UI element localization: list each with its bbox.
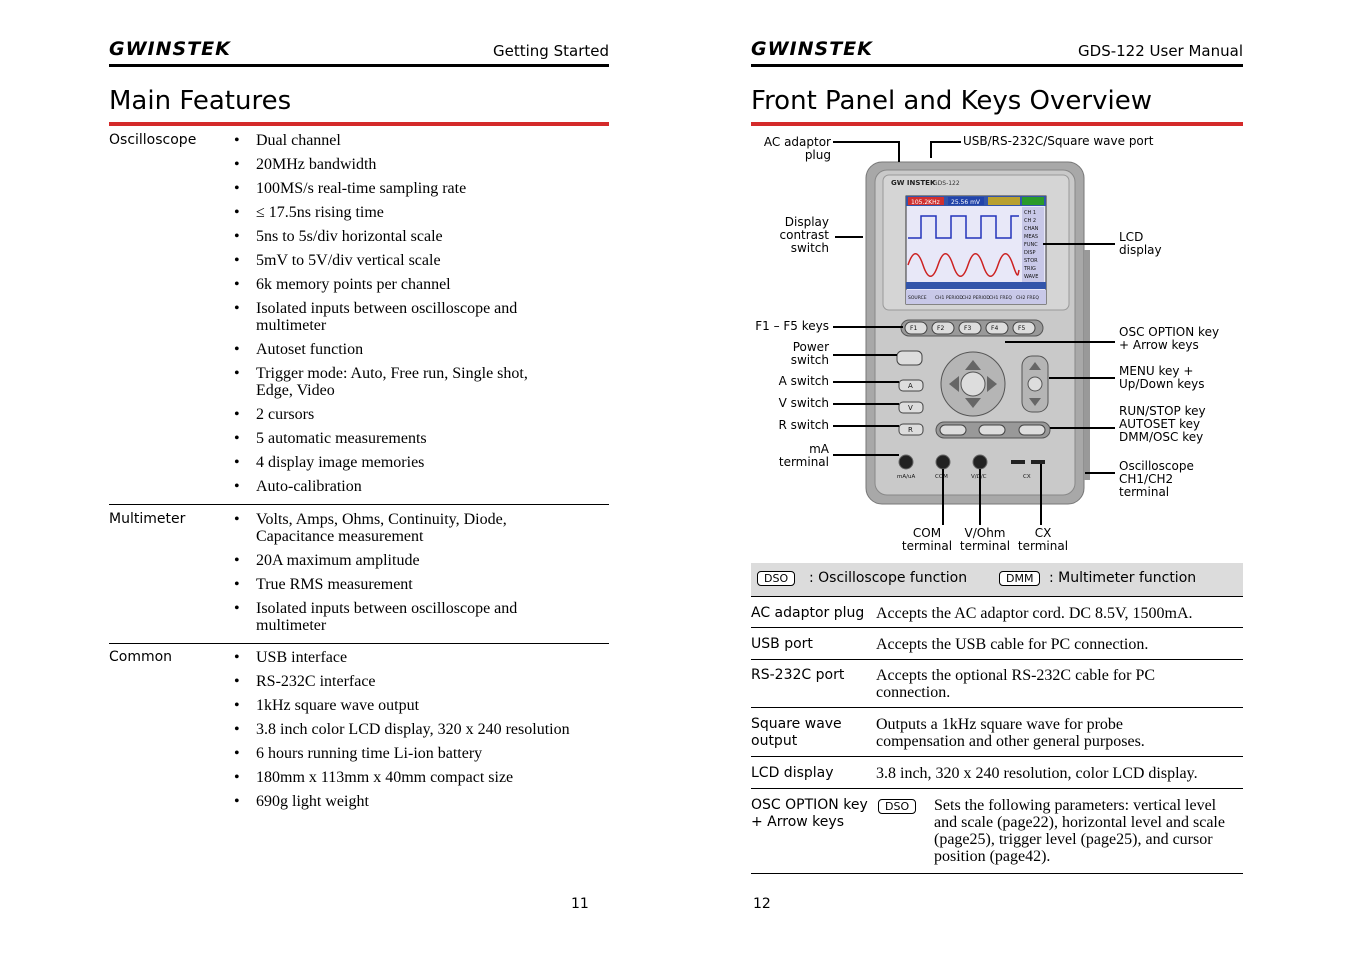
page-number: 12 [753, 896, 771, 912]
list-item: • 180mm x 113mm x 40mm compact size [234, 769, 609, 786]
section-divider [109, 504, 609, 505]
left-page [109, 0, 609, 954]
svg-text:CH 1: CH 1 [1024, 210, 1037, 216]
svg-text:FUNC: FUNC [1024, 242, 1038, 248]
callout-lcd: LCD display [1119, 230, 1162, 257]
callout-ac-adaptor: AC adaptor plug [763, 135, 831, 162]
callout-osc-terminal: Oscilloscope CH1/CH2 terminal [1119, 459, 1194, 499]
list-item: • Dual channel [234, 132, 609, 149]
svg-text:CH1 PERIOD: CH1 PERIOD [935, 296, 963, 301]
list-item: • 5ns to 5s/div horizontal scale [234, 228, 609, 245]
callout-menu: MENU key + Up/Down keys [1119, 364, 1205, 391]
svg-text:V/Ω/C: V/Ω/C [971, 474, 987, 480]
list-item: • 690g light weight [234, 793, 609, 810]
callout-f-keys: F1 – F5 keys [755, 319, 829, 333]
title-rule [109, 122, 609, 126]
list-item: • 20MHz bandwidth [234, 156, 609, 173]
function-legend [751, 563, 1243, 596]
svg-text:CH 2: CH 2 [1024, 218, 1037, 224]
list-item: • USB interface [234, 649, 609, 666]
list-item: • 1kHz square wave output [234, 697, 609, 714]
svg-text:SOURCE: SOURCE [908, 296, 927, 301]
feature-list [234, 132, 609, 502]
dmm-legend-text: : Multimeter function [1049, 570, 1197, 586]
list-item: • Auto-calibration [234, 478, 609, 495]
list-item: • Isolated inputs between oscilloscope and multimeter [234, 300, 566, 334]
page-title: Main Features [109, 86, 292, 116]
callout-power: Power switch [790, 340, 829, 367]
list-item: • True RMS measurement [234, 576, 609, 593]
svg-text:WAVE: WAVE [1024, 274, 1039, 280]
list-item: • 5mV to 5V/div vertical scale [234, 252, 609, 269]
right-page [751, 0, 1243, 954]
device-model: GDS-122 [933, 180, 960, 187]
feature-category: Common [109, 649, 173, 665]
svg-text:MEAS: MEAS [1024, 234, 1039, 240]
svg-text:105.2KHz: 105.2KHz [911, 199, 940, 206]
svg-text:25.56 mV: 25.56 mV [951, 199, 981, 206]
dso-badge: DSO [757, 571, 795, 586]
svg-text:V: V [908, 404, 913, 412]
callout-a-switch: A switch [778, 374, 829, 388]
list-item: • 4 display image memories [234, 454, 609, 471]
table-row: AC adaptor plug Accepts the AC adaptor cord. DC 8.5V, 1500mA. [751, 596, 1243, 628]
svg-text:STOR: STOR [1024, 258, 1038, 264]
page-title: Front Panel and Keys Overview [751, 86, 1152, 116]
svg-text:mA/uA: mA/uA [897, 474, 916, 480]
svg-text:F5: F5 [1018, 325, 1026, 332]
table-row: OSC OPTION key + Arrow keys DSO Sets the following parameters: vertical level and scale (page22), horizontal level and scale (page25), trigger level (page25), and cursor position (page42). [751, 788, 1243, 874]
list-item: • 2 cursors [234, 406, 609, 423]
svg-text:DISP: DISP [1024, 250, 1036, 256]
running-head: Getting Started [493, 42, 609, 60]
callout-com: COM terminal [901, 526, 953, 553]
device-brand: GW INSTEK [891, 179, 936, 187]
list-item: • Isolated inputs between oscilloscope and multimeter [234, 600, 566, 634]
feature-category: Multimeter [109, 511, 186, 527]
header-rule [109, 64, 609, 67]
svg-text:COM: COM [935, 474, 948, 480]
title-rule [751, 122, 1243, 126]
page-number: 11 [571, 896, 589, 912]
feature-category: Oscilloscope [109, 132, 197, 148]
callout-r-switch: R switch [778, 418, 829, 432]
svg-text:TRIG: TRIG [1024, 266, 1036, 272]
svg-text:F3: F3 [964, 325, 972, 332]
callout-usb-port: USB/RS-232C/Square wave port [963, 134, 1154, 148]
dso-badge: DSO [878, 799, 916, 814]
svg-text:CHAN: CHAN [1024, 226, 1039, 232]
list-item: • 6k memory points per channel [234, 276, 609, 293]
list-item: • 6 hours running time Li-ion battery [234, 745, 609, 762]
section-divider [109, 643, 609, 644]
callout-run-stop: RUN/STOP key AUTOSET key DMM/OSC key [1119, 404, 1206, 444]
list-item: • 20A maximum amplitude [234, 552, 609, 569]
list-item: • Trigger mode: Auto, Free run, Single shot, Edge, Video [234, 365, 566, 399]
svg-text:F1: F1 [910, 325, 918, 332]
running-head: GDS-122 User Manual [1078, 42, 1243, 60]
callout-display-contrast: Display contrast switch [779, 215, 829, 255]
callout-v-switch: V switch [778, 396, 829, 410]
svg-text:CH2 PERIOD: CH2 PERIOD [962, 296, 990, 301]
list-item: • Volts, Amps, Ohms, Continuity, Diode, Capacitance measurement [234, 511, 566, 545]
table-row: USB port Accepts the USB cable for PC connection. [751, 627, 1243, 660]
list-item: • 5 automatic measurements [234, 430, 609, 447]
feature-list [234, 511, 609, 641]
list-item: • ≤ 17.5ns rising time [234, 204, 609, 221]
brand-logo: GWINSTEK [109, 38, 231, 60]
callout-vohm: V/Ohm terminal [959, 526, 1011, 553]
svg-text:R: R [908, 426, 913, 434]
svg-text:A: A [908, 382, 913, 390]
power-button [897, 351, 922, 365]
list-item: • Autoset function [234, 341, 609, 358]
svg-text:CH2 FREQ: CH2 FREQ [1016, 296, 1039, 301]
svg-text:F4: F4 [991, 325, 999, 332]
brand-logo: GWINSTEK [751, 38, 873, 60]
table-row: LCD display 3.8 inch, 320 x 240 resolution, color LCD display. [751, 756, 1243, 789]
callout-osc-option: OSC OPTION key + Arrow keys [1119, 325, 1220, 352]
table-row: RS-232C port Accepts the optional RS-232C cable for PC connection. [751, 659, 1243, 708]
dmm-badge: DMM [999, 571, 1040, 586]
list-item: • 100MS/s real-time sampling rate [234, 180, 609, 197]
callout-ma-terminal: mA terminal [778, 442, 829, 469]
feature-list [234, 649, 609, 817]
svg-text:CX: CX [1023, 474, 1031, 480]
table-row: Square wave output Outputs a 1kHz square wave for probe compensation and other general purposes. [751, 707, 1243, 757]
list-item: • 3.8 inch color LCD display, 320 x 240 resolution [234, 721, 609, 738]
header-rule [751, 64, 1243, 67]
front-panel-diagram [751, 130, 1243, 560]
list-item: • RS-232C interface [234, 673, 609, 690]
callout-cx: CX terminal [1017, 526, 1069, 553]
svg-text:F2: F2 [937, 325, 945, 332]
svg-text:CH1 FREQ: CH1 FREQ [989, 296, 1012, 301]
dso-legend-text: : Oscilloscope function [809, 570, 968, 586]
